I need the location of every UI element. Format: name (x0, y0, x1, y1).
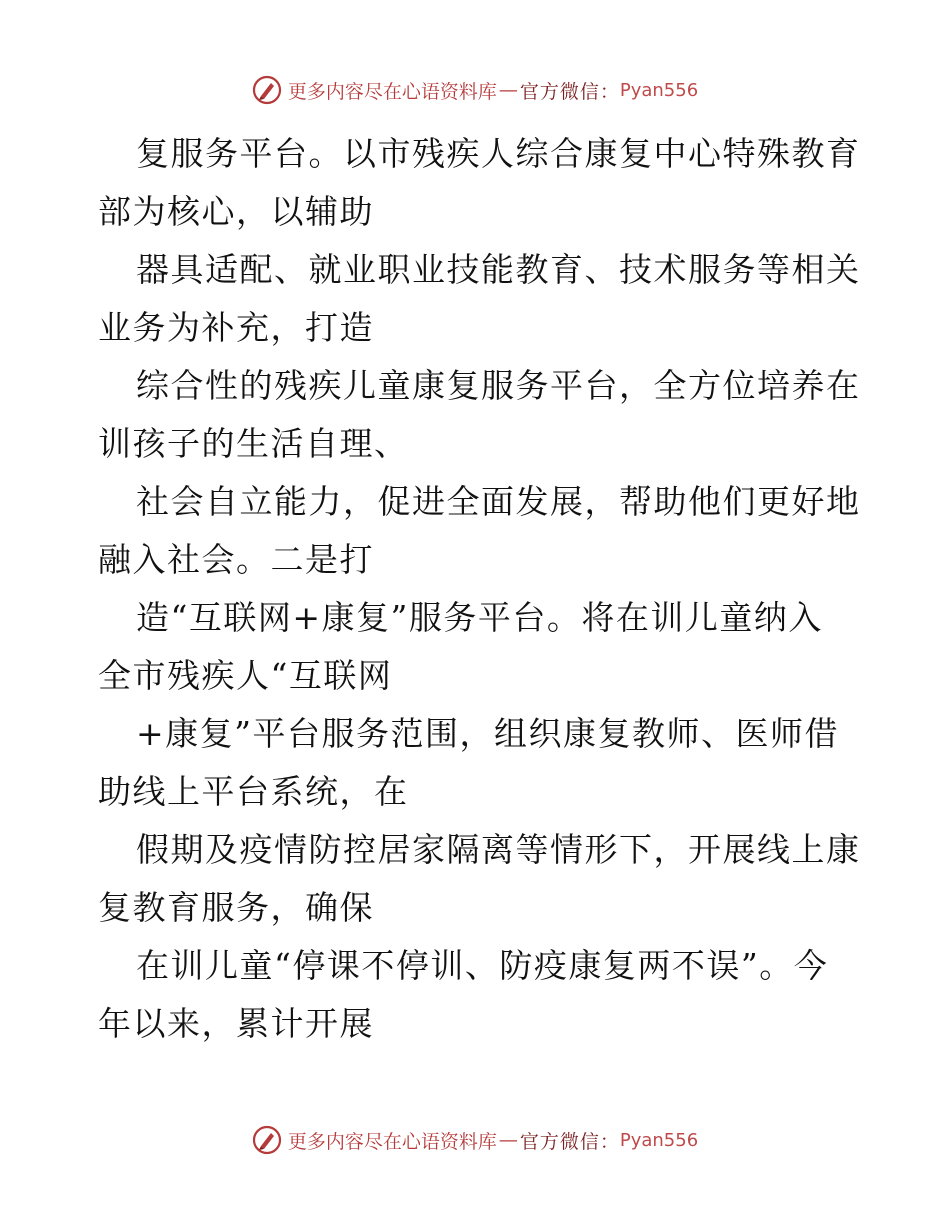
header-watermark (0, 72, 950, 108)
watermark-text: 更多内容尽在心语资料库 (287, 1130, 497, 1153)
paragraph (98, 125, 861, 241)
watermark-text: 更多内容尽在心语资料库 (287, 80, 497, 103)
paragraph-line: 社会自立能力，促进全面发展，帮助他们更好地 (136, 482, 861, 521)
watermark-wechat-label: 官方微信： (519, 1130, 620, 1153)
paragraph-line: 器具适配、就业职业技能教育、技术服务等相关 (136, 250, 861, 289)
paragraph-line: 全市残疾人“互联网 (98, 656, 393, 695)
paragraph-line: +康复”平台服务范围，组织康复教师、医师借 (136, 714, 840, 753)
watermark-wechat-id: Pyan556 (619, 1129, 699, 1151)
paragraph-line: 造“互联网+康复”服务平台。将在训儿童纳入 (136, 598, 823, 637)
paragraph (98, 357, 861, 473)
paragraph (98, 821, 861, 937)
document-body (98, 125, 861, 1053)
paragraph (98, 589, 858, 705)
watermark-wechat-label: 官方微信： (519, 80, 620, 103)
paragraph (98, 241, 861, 357)
paragraph-line: 在训儿童“停课不停训、防疫康复两不误”。今 (136, 946, 829, 985)
paragraph-line: 假期及疫情防控居家隔离等情形下，开展线上康 (136, 830, 861, 869)
watermark-wechat-id: Pyan556 (619, 79, 699, 101)
paragraph (98, 705, 858, 821)
paragraph-line: 复教育服务，确保 (98, 888, 374, 927)
watermark-separator: — (498, 1129, 518, 1151)
paragraph (98, 473, 861, 589)
paragraph-line: 训孩子的生活自理、 (98, 424, 409, 463)
paragraph-line: 融入社会。二是打 (98, 540, 374, 579)
paragraph-line: 助线上平台系统，在 (98, 772, 409, 811)
watermark-separator: — (498, 79, 518, 101)
paragraph-line: 业务为补充，打造 (98, 308, 374, 347)
pen-logo-icon (252, 1125, 282, 1155)
pen-logo-icon (252, 75, 282, 105)
paragraph (98, 937, 858, 1053)
paragraph-line: 年以来，累计开展 (98, 1004, 374, 1043)
paragraph-line: 部为核心，以辅助 (98, 192, 374, 231)
paragraph-line: 综合性的残疾儿童康复服务平台，全方位培养在 (136, 366, 861, 405)
paragraph-line: 复服务平台。以市残疾人综合康复中心特殊教育 (136, 134, 861, 173)
footer-watermark (0, 1122, 950, 1158)
